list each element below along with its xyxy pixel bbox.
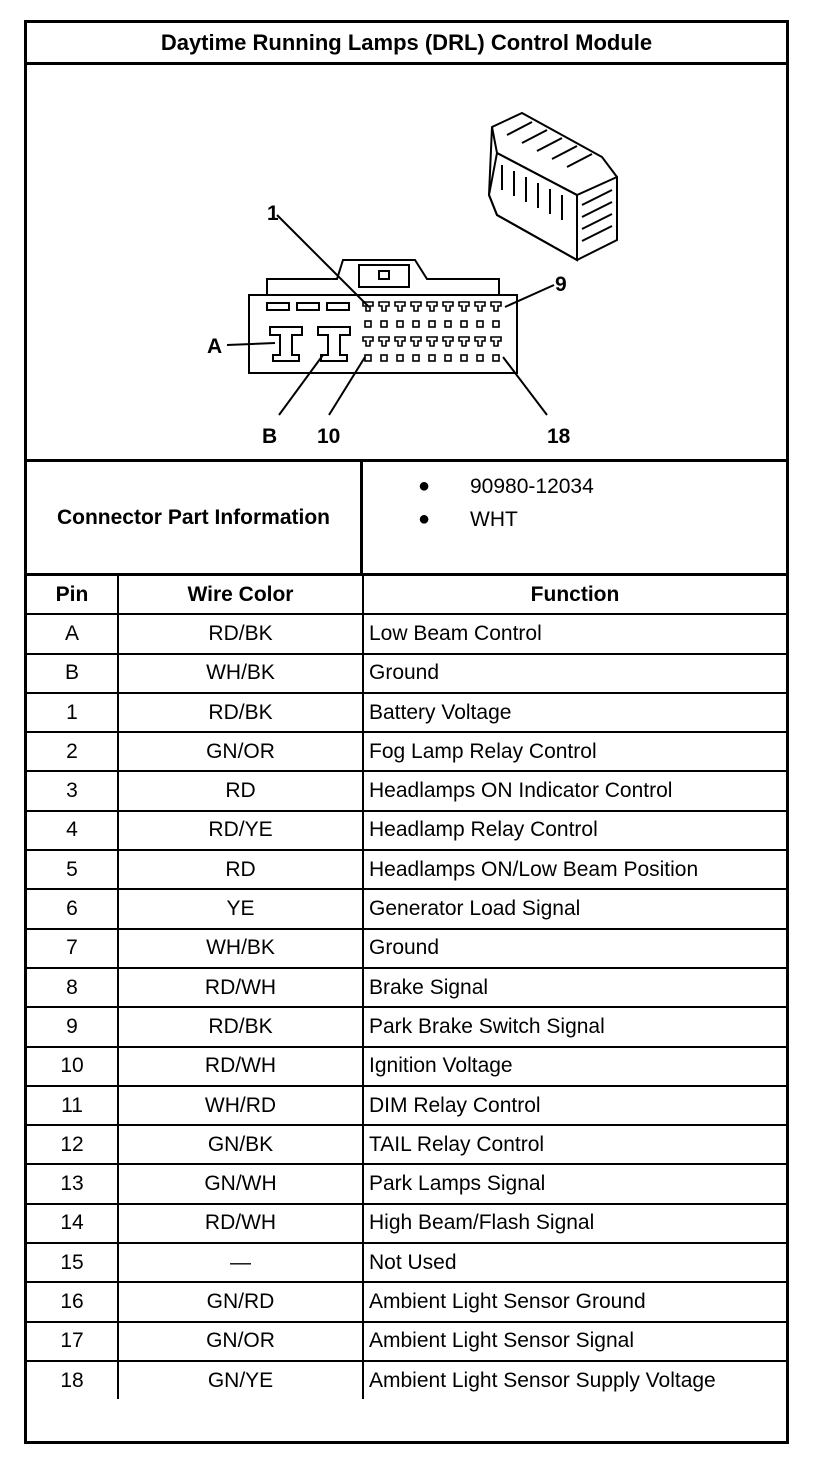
pin-cell: 18 bbox=[27, 1361, 118, 1399]
function-cell: TAIL Relay Control bbox=[363, 1125, 786, 1164]
table-row bbox=[27, 654, 786, 693]
wire-color-cell: RD/WH bbox=[118, 968, 363, 1007]
callout-pin-18: 18 bbox=[547, 425, 571, 448]
callout-pin-9: 9 bbox=[555, 273, 567, 296]
function-cell: Generator Load Signal bbox=[363, 889, 786, 928]
function-cell: Low Beam Control bbox=[363, 614, 786, 653]
pin-cavity bbox=[395, 302, 405, 311]
wire-color-cell: GN/YE bbox=[118, 1361, 363, 1399]
wire-color-cell: RD/BK bbox=[118, 1007, 363, 1046]
pin-cavity-square bbox=[429, 321, 435, 327]
pin-cavity bbox=[459, 337, 469, 346]
pin-cavity bbox=[379, 302, 389, 311]
pin-cavity bbox=[443, 302, 453, 311]
pin-cavity-square bbox=[365, 355, 371, 361]
table-row bbox=[27, 811, 786, 850]
pin-cell: 3 bbox=[27, 771, 118, 810]
pin-cell: 11 bbox=[27, 1086, 118, 1125]
pin-cavity bbox=[427, 302, 437, 311]
header-function: Function bbox=[363, 576, 786, 614]
part-number-item bbox=[366, 470, 594, 503]
pin-cavity bbox=[443, 337, 453, 346]
pin-table-header bbox=[27, 576, 786, 614]
pin-cavity-square bbox=[445, 355, 451, 361]
pin-cavity-square bbox=[397, 355, 403, 361]
pin-cell: 17 bbox=[27, 1322, 118, 1361]
function-cell: Fog Lamp Relay Control bbox=[363, 732, 786, 771]
pin-cavity-square bbox=[413, 321, 419, 327]
connector-drawing bbox=[27, 65, 786, 459]
pin-cavity bbox=[379, 337, 389, 346]
callout-pin-10: 10 bbox=[317, 425, 341, 448]
pin-cell: 2 bbox=[27, 732, 118, 771]
function-cell: Brake Signal bbox=[363, 968, 786, 1007]
wire-color-cell: YE bbox=[118, 889, 363, 928]
pin-cavity-square bbox=[413, 355, 419, 361]
table-row bbox=[27, 1047, 786, 1086]
pin-cell: 15 bbox=[27, 1243, 118, 1282]
pin-cell: 16 bbox=[27, 1282, 118, 1321]
table-row bbox=[27, 1361, 786, 1399]
function-cell: Battery Voltage bbox=[363, 693, 786, 732]
pin-cell: 6 bbox=[27, 889, 118, 928]
wire-color-cell: RD/YE bbox=[118, 811, 363, 850]
function-cell: Headlamps ON/Low Beam Position bbox=[363, 850, 786, 889]
wire-color-cell: RD/WH bbox=[118, 1204, 363, 1243]
function-cell: Headlamps ON Indicator Control bbox=[363, 771, 786, 810]
table-row bbox=[27, 1243, 786, 1282]
pin-cavity bbox=[363, 337, 373, 346]
wire-color-cell: RD bbox=[118, 771, 363, 810]
connector-part-info bbox=[27, 459, 786, 576]
pin-cavity-square bbox=[461, 321, 467, 327]
function-cell: Park Brake Switch Signal bbox=[363, 1007, 786, 1046]
table-row bbox=[27, 1086, 786, 1125]
pin-cell: 13 bbox=[27, 1164, 118, 1203]
header-wire-color: Wire Color bbox=[118, 576, 363, 614]
pin-cavity-square bbox=[429, 355, 435, 361]
table-row bbox=[27, 1125, 786, 1164]
function-cell: Ignition Voltage bbox=[363, 1047, 786, 1086]
wire-color-cell: RD/WH bbox=[118, 1047, 363, 1086]
pin-cavity-square bbox=[493, 321, 499, 327]
wire-color-cell: WH/BK bbox=[118, 929, 363, 968]
connector-part-info-list bbox=[366, 470, 594, 536]
table-row bbox=[27, 929, 786, 968]
wire-color-cell: RD/BK bbox=[118, 693, 363, 732]
function-cell: High Beam/Flash Signal bbox=[363, 1204, 786, 1243]
table-row bbox=[27, 968, 786, 1007]
pin-cavity-square bbox=[493, 355, 499, 361]
pin-cavity-square bbox=[397, 321, 403, 327]
header-pin: Pin bbox=[27, 576, 118, 614]
function-cell: Ground bbox=[363, 929, 786, 968]
pin-cell: 8 bbox=[27, 968, 118, 1007]
pin-cell: 12 bbox=[27, 1125, 118, 1164]
pin-cavity bbox=[427, 337, 437, 346]
wire-color-cell: GN/RD bbox=[118, 1282, 363, 1321]
callout-pin-a: A bbox=[207, 335, 223, 358]
connector-color: WHT bbox=[470, 508, 518, 531]
table-row bbox=[27, 1007, 786, 1046]
part-number: 90980-12034 bbox=[470, 475, 594, 498]
pin-cavity bbox=[459, 302, 469, 311]
wire-color-cell: WH/BK bbox=[118, 654, 363, 693]
pin-cavity bbox=[395, 337, 405, 346]
function-cell: Not Used bbox=[363, 1243, 786, 1282]
pin-cavity-grid bbox=[363, 302, 501, 361]
page-title: Daytime Running Lamps (DRL) Control Module bbox=[27, 23, 786, 65]
pin-cell: 1 bbox=[27, 693, 118, 732]
table-row bbox=[27, 1322, 786, 1361]
function-cell: Ambient Light Sensor Supply Voltage bbox=[363, 1361, 786, 1399]
table-row bbox=[27, 1164, 786, 1203]
callout-pin-b: B bbox=[262, 425, 278, 448]
function-cell: Headlamp Relay Control bbox=[363, 811, 786, 850]
pin-cavity bbox=[411, 337, 421, 346]
table-row bbox=[27, 614, 786, 653]
pin-cavity bbox=[491, 337, 501, 346]
pin-cavity-square bbox=[365, 321, 371, 327]
wire-color-cell: GN/OR bbox=[118, 732, 363, 771]
pin-cell: 5 bbox=[27, 850, 118, 889]
pin-cavity-square bbox=[381, 321, 387, 327]
pin-table bbox=[27, 576, 786, 1399]
pin-cell: 9 bbox=[27, 1007, 118, 1046]
bullet-icon: ● bbox=[418, 475, 431, 497]
wire-color-cell: RD bbox=[118, 850, 363, 889]
function-cell: Ambient Light Sensor Signal bbox=[363, 1322, 786, 1361]
pin-cell: 10 bbox=[27, 1047, 118, 1086]
wire-color-cell: — bbox=[118, 1243, 363, 1282]
table-row bbox=[27, 693, 786, 732]
callout-pin-1: 1 bbox=[267, 202, 279, 225]
wire-color-cell: WH/RD bbox=[118, 1086, 363, 1125]
pin-cell: 7 bbox=[27, 929, 118, 968]
wire-color-cell: RD/BK bbox=[118, 614, 363, 653]
function-cell: DIM Relay Control bbox=[363, 1086, 786, 1125]
pin-cell: 4 bbox=[27, 811, 118, 850]
pin-cavity bbox=[475, 337, 485, 346]
pin-cavity-square bbox=[381, 355, 387, 361]
bullet-icon: ● bbox=[418, 508, 431, 530]
table-row bbox=[27, 732, 786, 771]
table-row bbox=[27, 1282, 786, 1321]
wire-color-cell: GN/BK bbox=[118, 1125, 363, 1164]
table-row bbox=[27, 889, 786, 928]
wire-color-cell: GN/WH bbox=[118, 1164, 363, 1203]
table-row bbox=[27, 771, 786, 810]
connector-sheet bbox=[24, 20, 789, 1444]
pin-cavity-square bbox=[445, 321, 451, 327]
function-cell: Ground bbox=[363, 654, 786, 693]
table-row bbox=[27, 1204, 786, 1243]
table-row bbox=[27, 850, 786, 889]
function-cell: Ambient Light Sensor Ground bbox=[363, 1282, 786, 1321]
function-cell: Park Lamps Signal bbox=[363, 1164, 786, 1203]
pin-cavity bbox=[491, 302, 501, 311]
pin-cavity-square bbox=[477, 321, 483, 327]
connector-diagram bbox=[27, 65, 786, 459]
pin-cavity-square bbox=[461, 355, 467, 361]
pin-cavity bbox=[411, 302, 421, 311]
pin-cavity bbox=[475, 302, 485, 311]
pin-cell: B bbox=[27, 654, 118, 693]
pin-cavity-square bbox=[477, 355, 483, 361]
connector-color-item bbox=[366, 503, 594, 536]
pin-cell: A bbox=[27, 614, 118, 653]
connector-3d-illustration bbox=[489, 113, 617, 260]
wire-color-cell: GN/OR bbox=[118, 1322, 363, 1361]
connector-part-info-label: Connector Part Information bbox=[27, 462, 363, 573]
pin-cell: 14 bbox=[27, 1204, 118, 1243]
